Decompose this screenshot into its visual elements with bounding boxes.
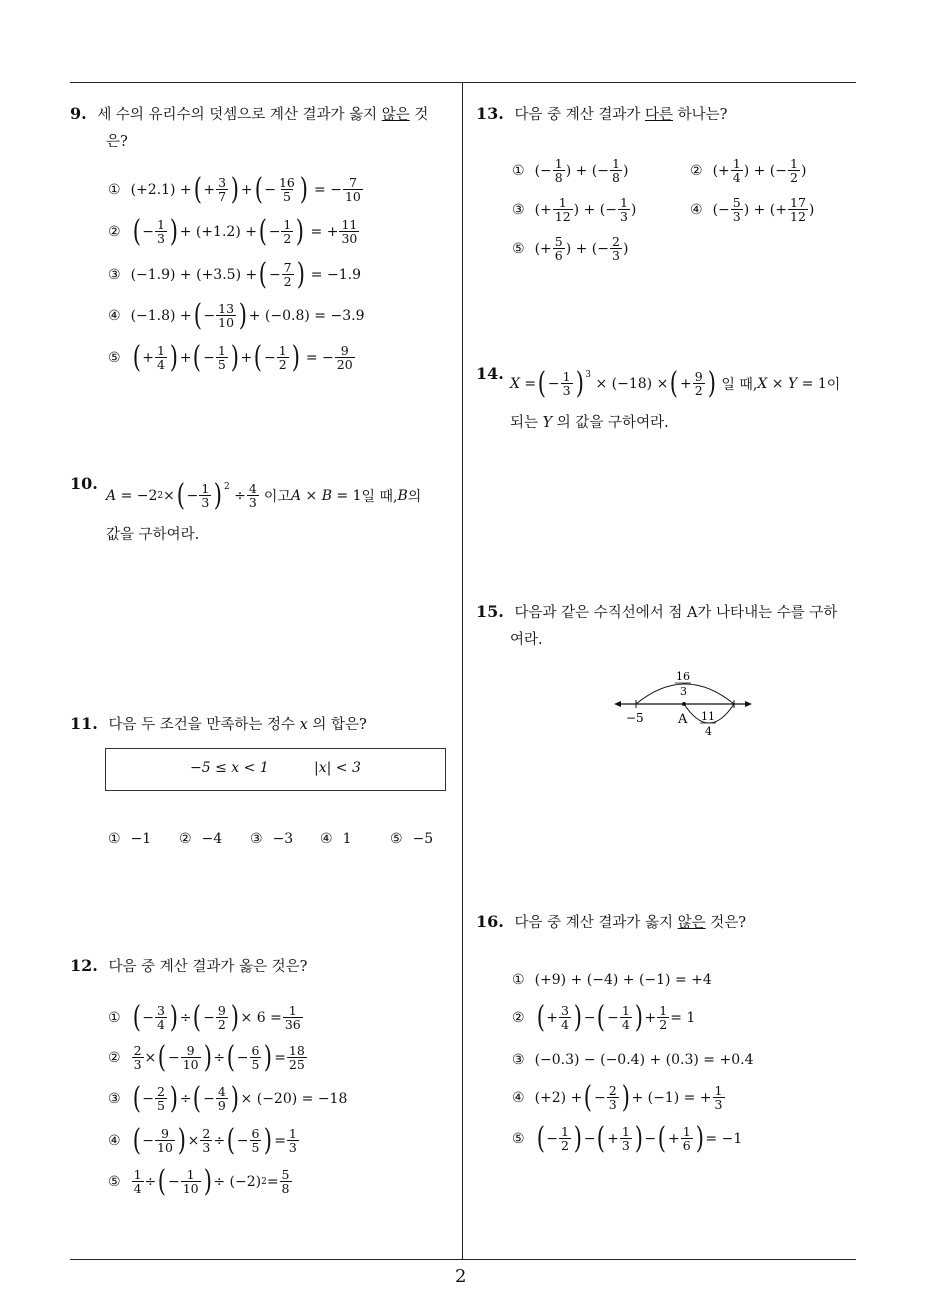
q11-option-5[interactable]: ⑤ −5 xyxy=(390,831,434,847)
question-16: 16. 다음 중 계산 결과가 옳지 않은 것은? xyxy=(476,912,746,931)
q10-text: 값을 구하여라. xyxy=(106,527,200,543)
q9-option-3[interactable]: ③ (−1.9) + (+3.5) + ( − $\frac{7}{2}$ ) = −1.9 xyxy=(108,256,361,292)
label-left: −5 xyxy=(626,711,644,725)
q13-option-5[interactable]: ⑤ (+ $\frac{5}{6}$ ) + (− $\frac{2}{3}$ ) xyxy=(512,234,629,263)
q13-option-2[interactable]: ② (+ $\frac{1}{4}$ ) + (− $\frac{1}{2}$ ) xyxy=(690,156,807,185)
q9-option-2[interactable]: ② ( − $\frac{1}{3}$ ) + (+1.2) + ( − $\frac{1}{2}$ ) = + $\frac{11}{30}$ xyxy=(108,213,358,249)
top-num: 16 xyxy=(676,670,690,683)
q11-option-1[interactable]: ① −1 xyxy=(108,831,152,847)
q11-condition-box xyxy=(105,748,446,791)
q16-option-2[interactable]: ② ( + $\frac{3}{4}$ ) − ( − $\frac{1}{4}$ ) + $\frac{1}{2}$ = 1 xyxy=(512,999,696,1035)
question-12: 12. 다음 중 계산 결과가 옳은 것은? xyxy=(70,956,308,975)
q9-option-5[interactable]: ⑤ ( + $\frac{1}{4}$ ) + ( − $\frac{1}{5}$ ) + ( − $\frac{1}{2}$ ) = − $\frac{9}{20}$ xyxy=(108,339,353,375)
q16-option-1[interactable]: ① (+9) + (−4) + (−1) = +4 xyxy=(512,972,712,988)
q13-option-4[interactable]: ④ (− $\frac{5}{3}$ ) + (+ $\frac{17}{12}$ ) xyxy=(690,195,815,224)
question-14: 14. xyxy=(476,364,504,383)
top-den: 3 xyxy=(680,685,687,698)
question-9: 9. 세 수의 유리수의 덧셈으로 계산 결과가 옳지 않은 것 은? xyxy=(70,104,429,150)
bottom-rule xyxy=(70,1259,856,1260)
column-divider xyxy=(462,82,463,1260)
q12-option-4[interactable]: ④ ( − $\frac{9}{10}$ ) × $\frac{2}{3}$ ÷ ( − $\frac{6}{5}$ ) = $\frac{1}{3}$ xyxy=(108,1122,297,1158)
condition-2: |x| < 3 xyxy=(314,760,361,776)
number-line-figure xyxy=(612,664,754,746)
q10-expression: A = −2 2 × ( − $\frac{1}{3}$ ) $^2$ ÷ $\frac{4}{3}$ 이고 A × B = 1 일 때, B 의 xyxy=(106,477,422,513)
condition-1: −5 ≤ x < 1 xyxy=(190,760,269,776)
bot-num: 11 xyxy=(701,710,715,723)
q11-option-3[interactable]: ③ −3 xyxy=(250,831,294,847)
top-rule xyxy=(70,82,856,83)
question-15: 15. 다음과 같은 수직선에서 점 A가 나타내는 수를 구하 여라. xyxy=(476,602,838,648)
q9-option-4[interactable]: ④ (−1.8) + ( − $\frac{13}{10}$ ) + (−0.8) = −3.9 xyxy=(108,297,365,333)
q16-option-3[interactable]: ③ (−0.3) − (−0.4) + (0.3) = +0.4 xyxy=(512,1052,754,1068)
q16-option-4[interactable]: ④ (+2) + ( − $\frac{2}{3}$ ) + (−1) = + $\frac{1}{3}$ xyxy=(512,1079,723,1115)
q9-option-1[interactable]: ① (+2.1) + ( + $\frac{3}{7}$ ) + ( − $\frac{16}{5}$ ) = − $\frac{7}{10}$ xyxy=(108,171,361,207)
q14-text: 되는 Y 의 값을 구하여라. xyxy=(510,415,669,431)
question-11: 11. 다음 두 조건을 만족하는 정수 x 의 합은? xyxy=(70,714,367,733)
q13-option-1[interactable]: ① (− $\frac{1}{8}$ ) + (− $\frac{1}{8}$ ) xyxy=(512,156,629,185)
q16-option-5[interactable]: ⑤ ( − $\frac{1}{2}$ ) − ( + $\frac{1}{3}$ ) − ( + $\frac{1}{6}$ ) = −1 xyxy=(512,1120,743,1156)
question-number: 9. xyxy=(70,104,87,123)
q14-expression: X = ( − $\frac{1}{3}$ ) $^3$ × (−18) × ( + $\frac{9}{2}$ ) 일 때, X × Y = 1 이 xyxy=(510,365,841,401)
q13-option-3[interactable]: ③ (+ $\frac{1}{12}$ ) + (− $\frac{1}{3}$ ) xyxy=(512,195,637,224)
question-13: 13. 다음 중 계산 결과가 다른 하나는? xyxy=(476,104,728,123)
q12-option-5[interactable]: ⑤ $\frac{1}{4}$ ÷ ( − $\frac{1}{10}$ ) ÷ (−2) 2 = $\frac{5}{8}$ xyxy=(108,1163,290,1199)
label-point-a: A xyxy=(678,712,688,727)
q11-option-4[interactable]: ④ 1 xyxy=(320,831,352,847)
question-10: 10. xyxy=(70,474,98,493)
q11-option-2[interactable]: ② −4 xyxy=(179,831,223,847)
q12-option-2[interactable]: ② $\frac{2}{3}$ × ( − $\frac{9}{10}$ ) ÷ ( − $\frac{6}{5}$ ) = $\frac{18}{25}$ xyxy=(108,1039,305,1075)
bot-den: 4 xyxy=(705,725,712,738)
q12-option-3[interactable]: ③ ( − $\frac{2}{5}$ ) ÷ ( − $\frac{4}{9}$ ) × (−20) = −18 xyxy=(108,1080,348,1116)
q12-option-1[interactable]: ① ( − $\frac{3}{4}$ ) ÷ ( − $\frac{9}{2}$ ) × 6 = $\frac{1}{36}$ xyxy=(108,999,301,1035)
page-number: 2 xyxy=(455,1266,467,1287)
